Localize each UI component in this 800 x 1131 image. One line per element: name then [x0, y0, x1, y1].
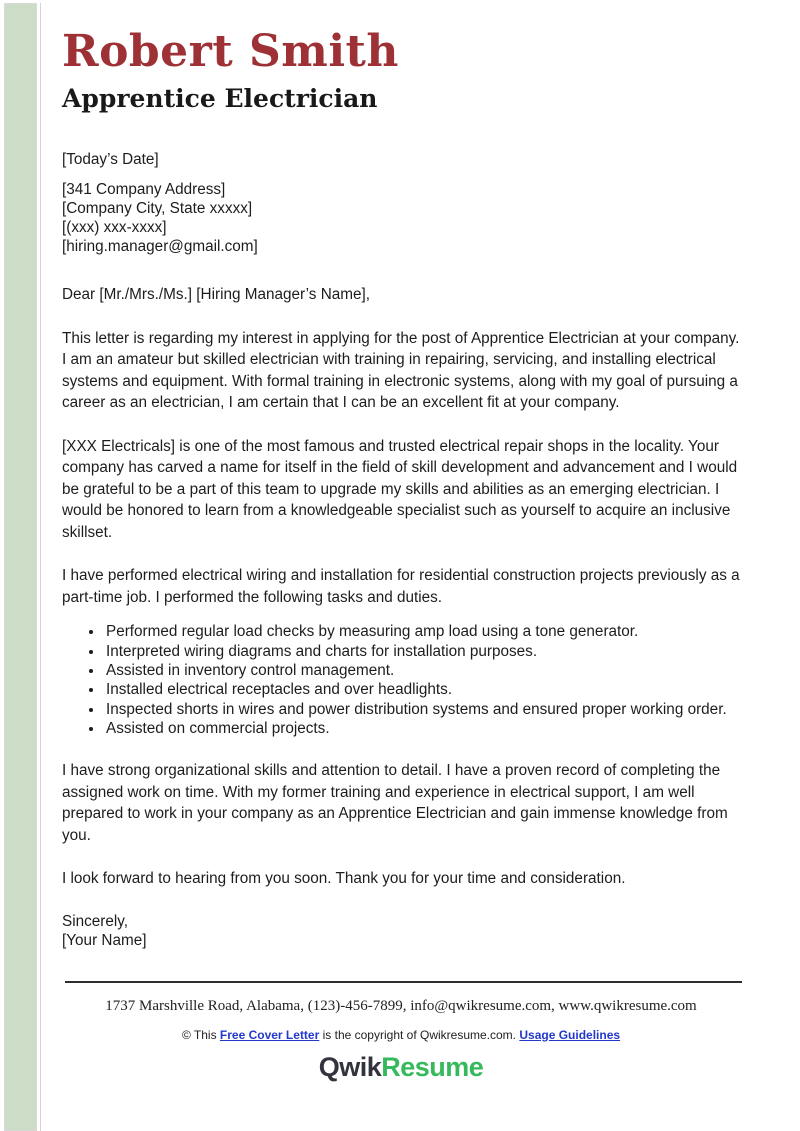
candidate-name: Robert Smith [62, 26, 399, 77]
logo-text-resume: Resume [381, 1051, 484, 1082]
list-item: • Installed electrical receptacles and over headlights. [104, 680, 740, 699]
address-line: [Company City, State xxxxx] [62, 200, 253, 218]
salutation: Dear [Mr./Mrs./Ms.] [Hiring Manager’s Name], [62, 286, 370, 304]
signature-placeholder: [Your Name] [62, 932, 147, 950]
footer-contact-line: 1737 Marshville Road, Alabama, (123)-456-7899, info@qwikresume.com, www.qwikresume.com [105, 997, 697, 1014]
left-accent-divider [40, 3, 41, 1131]
letter-body [62, 149, 740, 951]
free-cover-letter-link[interactable]: Free Cover Letter [219, 1027, 320, 1042]
copyright-prefix: © This [181, 1027, 220, 1042]
list-item: • Inspected shorts in wires and power distribution systems and ensured proper working order. [104, 700, 740, 719]
usage-guidelines-link[interactable]: Usage Guidelines [519, 1027, 621, 1042]
candidate-job-title: Apprentice Electrician [62, 83, 378, 113]
signoff-block [62, 912, 740, 951]
list-item: • Performed regular load checks by measuring amp load using a tone generator. [104, 622, 740, 641]
qwikresume-logo [62, 1052, 740, 1083]
copyright-middle: is the copyright of Qwikresume.com. [319, 1027, 520, 1042]
address-line: [(xxx) xxx-xxxx] [62, 219, 167, 237]
date-placeholder: [Today’s Date] [62, 150, 159, 168]
paragraph-experience: I have performed electrical wiring and installation for residential construction projects previously as a part-time job. I performed the following tasks and duties. [62, 567, 740, 606]
letter-content [62, 0, 740, 1083]
list-item: • Assisted in inventory control management. [104, 661, 740, 680]
company-address-block [62, 180, 740, 256]
signoff: Sincerely, [62, 912, 129, 930]
footer-divider [65, 981, 742, 983]
list-item: • Assisted on commercial projects. [104, 719, 740, 738]
footer-copyright [62, 1028, 740, 1042]
address-line: [341 Company Address] [62, 181, 226, 199]
logo-text-qwik: Qwik [318, 1051, 382, 1082]
address-line: [hiring.manager@gmail.com] [62, 238, 258, 256]
paragraph-skills: I have strong organizational skills and attention to detail. I have a proven record of completing the assigned work on time. With my former training and experience in electrical support, I am well prepared to work in your company as an Apprentice Electrician and gain immense knowledge from you. [62, 762, 728, 844]
left-accent-stripe [4, 3, 37, 1131]
paragraph-thanks: I look forward to hearing from you soon. Thank you for your time and consideration. [62, 870, 626, 888]
paragraph-company: [XXX Electricals] is one of the most famous and trusted electrical repair shops in the locality. Your company has carved a name for itself in the field of skill development and advancement and I would be grateful to be a part of this team to upgrade my skills and abilities as an emerging electrician. I would be honored to learn from a knowledgeable specialist such as yourself to acquire an inclusive skillset. [62, 437, 738, 541]
list-item: • Interpreted wiring diagrams and charts for installation purposes. [104, 642, 740, 661]
paragraph-intro: This letter is regarding my interest in applying for the post of Apprentice Electrician at your company. I am an amateur but skilled electrician with training in repairing, servicing, and installing electrical systems and equipment. With formal training in electronic systems, along with my goal of pursuing a career as an electrician, I am certain that I can be an excellent fit at your company. [62, 329, 740, 412]
duties-list [62, 622, 740, 738]
